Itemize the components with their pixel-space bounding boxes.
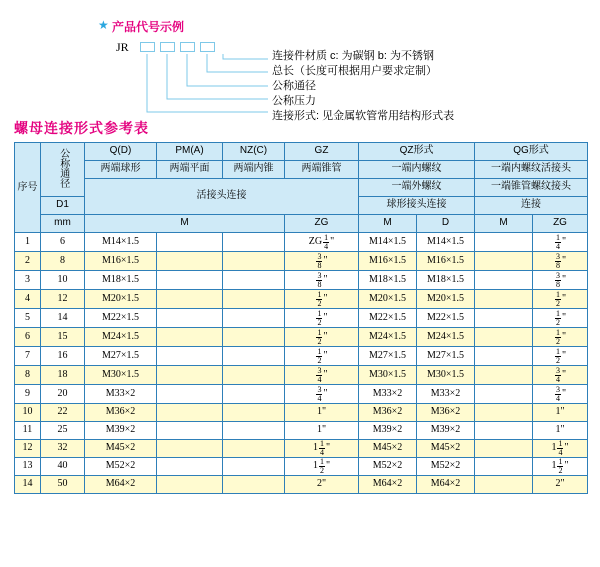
table-row [15, 404, 588, 422]
header-group-qg-code: QG形式 [475, 143, 588, 161]
row-pm [157, 404, 223, 422]
row-gz: 2" [285, 476, 359, 494]
header-group-gz-form: 两端锥管 [285, 161, 359, 179]
diagram-label-nominal-pressure: 公称压力 [272, 95, 316, 107]
header-dn-d1: D1 [41, 197, 85, 215]
row-nz [223, 404, 285, 422]
table-row [15, 440, 588, 458]
header-seq [15, 143, 41, 233]
header-group-nz-form: 两端内锥 [223, 161, 285, 179]
row-gz: 1 $\frac{1}{4}$ " [285, 440, 359, 458]
row-qz-d: M33×2 [417, 385, 475, 404]
row-q: M39×2 [85, 422, 157, 440]
row-q: M24×1.5 [85, 328, 157, 347]
row-qz-d: M18×1.5 [417, 271, 475, 290]
row-q: M18×1.5 [85, 271, 157, 290]
header-row-code [15, 143, 588, 161]
row-nz [223, 290, 285, 309]
table-title: 螺母连接形式参考表 [14, 120, 149, 136]
row-qz-m: M18×1.5 [359, 271, 417, 290]
table-row [15, 366, 588, 385]
header-group-gz-code: GZ [285, 143, 359, 161]
row-qg-m [475, 385, 533, 404]
row-qz-d: M22×1.5 [417, 309, 475, 328]
header-row-form [15, 161, 588, 179]
row-q: M22×1.5 [85, 309, 157, 328]
table-row [15, 252, 588, 271]
row-nz [223, 233, 285, 252]
row-dn: 10 [41, 271, 85, 290]
row-qz-m: M36×2 [359, 404, 417, 422]
row-qz-d: M24×1.5 [417, 328, 475, 347]
row-qg-zg: 1 $\frac{1}{4}$ " [533, 440, 588, 458]
row-qg-m [475, 458, 533, 476]
row-qg-m [475, 309, 533, 328]
row-qz-m: M45×2 [359, 440, 417, 458]
row-dn: 15 [41, 328, 85, 347]
header-thread-zg: ZG [285, 215, 359, 233]
header-seq-label: 序号 [17, 182, 38, 193]
row-qg-zg: $\frac{1}{4}$ " [533, 233, 588, 252]
row-q: M36×2 [85, 404, 157, 422]
row-qz-d: M64×2 [417, 476, 475, 494]
table-row [15, 385, 588, 404]
row-gz: $\frac{3}{4}$ " [285, 366, 359, 385]
row-gz: $\frac{3}{8}$ " [285, 252, 359, 271]
row-qz-d: M16×1.5 [417, 252, 475, 271]
header-group-qz-form1: 一端内螺纹 [359, 161, 475, 179]
row-nz [223, 309, 285, 328]
header-dn-unit: mm [41, 215, 85, 233]
row-qz-m: M27×1.5 [359, 347, 417, 366]
row-qg-m [475, 366, 533, 385]
header-group-qg-form2: 一端锥管螺纹接头 [475, 179, 588, 197]
row-pm [157, 385, 223, 404]
row-gz: $\frac{3}{8}$ " [285, 271, 359, 290]
header-thread-qg-m: M [475, 215, 533, 233]
row-qz-m: M16×1.5 [359, 252, 417, 271]
header-group-q-form: 两端球形 [85, 161, 157, 179]
row-gz: 1" [285, 404, 359, 422]
table-row [15, 309, 588, 328]
nut-connection-table [14, 142, 588, 494]
row-seq: 7 [15, 347, 41, 366]
row-qg-zg: $\frac{1}{2}$ " [533, 290, 588, 309]
row-qg-m [475, 440, 533, 458]
row-qg-m [475, 252, 533, 271]
header-group-qg-form1: 一端内螺纹活接头 [475, 161, 588, 179]
row-qg-zg: $\frac{1}{2}$ " [533, 328, 588, 347]
row-q: M52×2 [85, 458, 157, 476]
row-gz: $\frac{1}{2}$ " [285, 309, 359, 328]
table-row [15, 476, 588, 494]
row-dn: 8 [41, 252, 85, 271]
row-qg-zg: $\frac{3}{4}$ " [533, 385, 588, 404]
header-group-qz-form2: 一端外螺纹 [359, 179, 475, 197]
row-seq: 3 [15, 271, 41, 290]
table-row [15, 328, 588, 347]
header-group-pm-form: 两端平面 [157, 161, 223, 179]
row-pm [157, 233, 223, 252]
row-qz-m: M20×1.5 [359, 290, 417, 309]
row-gz: $\frac{3}{4}$ " [285, 385, 359, 404]
row-dn: 20 [41, 385, 85, 404]
row-dn: 16 [41, 347, 85, 366]
row-qg-zg: 1 $\frac{1}{2}$ " [533, 458, 588, 476]
row-q: M33×2 [85, 385, 157, 404]
row-qz-d: M39×2 [417, 422, 475, 440]
row-qg-m [475, 328, 533, 347]
row-qg-m [475, 476, 533, 494]
diagram-label-connection-form: 连接形式: 见金属软管常用结构形式表 [272, 110, 455, 122]
row-q: M27×1.5 [85, 347, 157, 366]
table-row [15, 233, 588, 252]
row-gz: $\frac{1}{2}$ " [285, 347, 359, 366]
row-gz: $\frac{1}{2}$ " [285, 290, 359, 309]
header-row-thread [15, 215, 588, 233]
row-qz-m: M64×2 [359, 476, 417, 494]
row-qg-zg: 1" [533, 422, 588, 440]
row-gz: 1 $\frac{1}{2}$ " [285, 458, 359, 476]
row-nz [223, 328, 285, 347]
row-qg-zg: $\frac{3}{8}$ " [533, 271, 588, 290]
row-seq: 11 [15, 422, 41, 440]
row-seq: 4 [15, 290, 41, 309]
header-group-nz-code: NZ(C) [223, 143, 285, 161]
header-dn-label: 公称通径 [57, 147, 69, 188]
header-group-q-code: Q(D) [85, 143, 157, 161]
row-qg-zg: 1" [533, 404, 588, 422]
row-qg-zg: $\frac{3}{4}$ " [533, 366, 588, 385]
row-qg-zg: $\frac{1}{2}$ " [533, 309, 588, 328]
row-nz [223, 252, 285, 271]
header-group-qz-code: QZ形式 [359, 143, 475, 161]
row-qz-d: M27×1.5 [417, 347, 475, 366]
row-dn: 40 [41, 458, 85, 476]
row-pm [157, 440, 223, 458]
row-nz [223, 422, 285, 440]
table-row [15, 347, 588, 366]
row-seq: 2 [15, 252, 41, 271]
header-thread-qg-zg: ZG [533, 215, 588, 233]
header-join-left: 活接头连接 [85, 179, 359, 215]
row-seq: 9 [15, 385, 41, 404]
header-group-pm-code: PM(A) [157, 143, 223, 161]
row-qz-d: M14×1.5 [417, 233, 475, 252]
row-dn: 12 [41, 290, 85, 309]
row-dn: 22 [41, 404, 85, 422]
row-pm [157, 366, 223, 385]
row-q: M16×1.5 [85, 252, 157, 271]
row-pm [157, 476, 223, 494]
header-thread-m: M [85, 215, 285, 233]
diagram-label-list [272, 50, 454, 125]
row-q: M20×1.5 [85, 290, 157, 309]
row-nz [223, 347, 285, 366]
row-seq: 6 [15, 328, 41, 347]
row-q: M45×2 [85, 440, 157, 458]
row-seq: 13 [15, 458, 41, 476]
header-thread-qz-m: M [359, 215, 417, 233]
row-qg-zg: $\frac{3}{8}$ " [533, 252, 588, 271]
header-join-qz: 球形接头连接 [359, 197, 475, 215]
row-pm [157, 252, 223, 271]
row-seq: 14 [15, 476, 41, 494]
row-nz [223, 458, 285, 476]
row-nz [223, 385, 285, 404]
table-row [15, 422, 588, 440]
row-pm [157, 271, 223, 290]
row-qg-m [475, 233, 533, 252]
row-gz: 1" [285, 422, 359, 440]
row-qz-d: M20×1.5 [417, 290, 475, 309]
row-pm [157, 422, 223, 440]
diagram-label-nominal-diameter: 公称通径 [272, 80, 316, 92]
row-qg-zg: $\frac{1}{2}$ " [533, 347, 588, 366]
row-dn: 18 [41, 366, 85, 385]
table-row [15, 290, 588, 309]
row-pm [157, 309, 223, 328]
row-gz: $\frac{1}{2}$ " [285, 328, 359, 347]
row-qz-d: M36×2 [417, 404, 475, 422]
row-qz-m: M30×1.5 [359, 366, 417, 385]
diagram-title: 产品代号示例 [112, 20, 185, 34]
row-gz: ZG $\frac{1}{4}$ " [285, 233, 359, 252]
row-qz-d: M30×1.5 [417, 366, 475, 385]
star-icon: ★ [98, 18, 109, 32]
row-seq: 10 [15, 404, 41, 422]
row-qg-m [475, 347, 533, 366]
row-qz-d: M52×2 [417, 458, 475, 476]
row-nz [223, 366, 285, 385]
table-row [15, 271, 588, 290]
row-pm [157, 290, 223, 309]
row-pm [157, 328, 223, 347]
row-pm [157, 347, 223, 366]
row-pm [157, 458, 223, 476]
row-seq: 1 [15, 233, 41, 252]
diagram-label-length: 总长（长度可根据用户要求定制） [272, 65, 437, 77]
row-qz-m: M24×1.5 [359, 328, 417, 347]
row-nz [223, 476, 285, 494]
table-body [15, 233, 588, 494]
row-qz-d: M45×2 [417, 440, 475, 458]
header-row-form2 [15, 179, 588, 197]
row-qz-m: M39×2 [359, 422, 417, 440]
row-q: M14×1.5 [85, 233, 157, 252]
row-qg-m [475, 271, 533, 290]
row-qz-m: M33×2 [359, 385, 417, 404]
table-header [15, 143, 588, 233]
code-prefix: JR [116, 40, 129, 54]
row-nz [223, 440, 285, 458]
row-qg-m [475, 422, 533, 440]
header-join-qg: 连接 [475, 197, 588, 215]
header-dn [41, 143, 85, 197]
row-dn: 32 [41, 440, 85, 458]
row-q: M64×2 [85, 476, 157, 494]
product-code-diagram [0, 0, 600, 122]
row-qg-m [475, 290, 533, 309]
row-q: M30×1.5 [85, 366, 157, 385]
row-dn: 25 [41, 422, 85, 440]
diagram-label-material: 连接件材质 c: 为碳钢 b: 为不锈钢 [272, 50, 434, 62]
header-thread-qz-d: D [417, 215, 475, 233]
row-dn: 14 [41, 309, 85, 328]
row-nz [223, 271, 285, 290]
row-qz-m: M22×1.5 [359, 309, 417, 328]
row-qg-m [475, 404, 533, 422]
row-seq: 5 [15, 309, 41, 328]
table-row [15, 458, 588, 476]
row-seq: 8 [15, 366, 41, 385]
row-qz-m: M52×2 [359, 458, 417, 476]
row-dn: 6 [41, 233, 85, 252]
row-dn: 50 [41, 476, 85, 494]
row-qz-m: M14×1.5 [359, 233, 417, 252]
row-seq: 12 [15, 440, 41, 458]
row-qg-zg: 2" [533, 476, 588, 494]
